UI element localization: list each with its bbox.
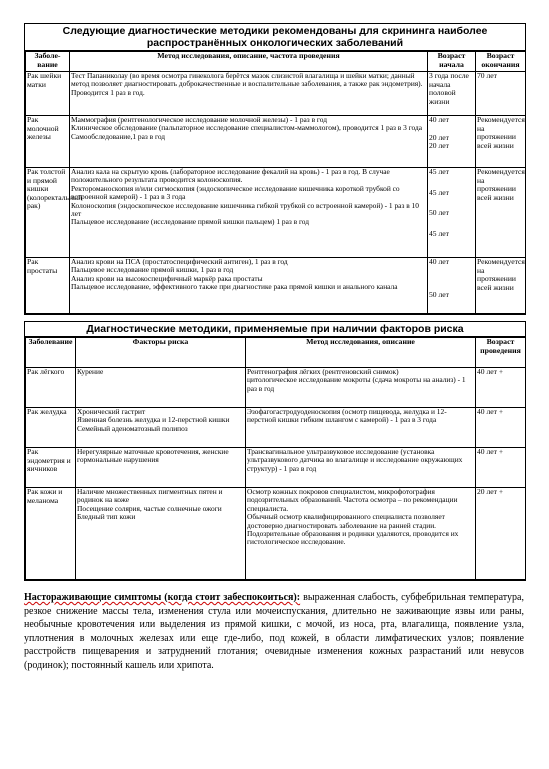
- age-cell: 40 лет +: [476, 448, 526, 488]
- warning-symptoms-lead: Настораживающие симптомы (когда стоит забеспокоиться):: [24, 592, 301, 603]
- age-cell: 40 лет +: [476, 408, 526, 448]
- end-cell: Рекомендуется на протяжении всей жизни: [476, 116, 526, 168]
- start-age: 45 лет: [429, 228, 449, 238]
- header-disease: Заболе-вание: [26, 52, 70, 72]
- end-cell: 70 лет: [476, 72, 526, 116]
- header-method: Метод исследования, описание, частота проведения: [70, 52, 428, 72]
- factors-cell: [76, 448, 246, 488]
- start-age: 20 лет: [429, 132, 449, 142]
- header-end-age: Возраст окончания: [476, 52, 526, 72]
- method-text: Анализ кала на скрытую кровь (лабораторное исследование фекалий на кровь) - 1 раз в год. В случае положительного результата проводится колоноскопия.: [71, 167, 390, 185]
- method-cell: [70, 72, 428, 116]
- factor-text: Семейный аденоматозный полипоз: [77, 423, 188, 433]
- method-cell: [246, 408, 476, 448]
- start-cell: [428, 258, 476, 314]
- risk-factors-table-grid: [25, 337, 526, 580]
- header-risk-factors: Факторы риска: [76, 338, 246, 368]
- table-row: [26, 258, 526, 314]
- method-text: Эзофагогастродуоденоскопия (осмотр пищевода, желудка и 12-перстной кишки гибким шлангом с камерой) - 1 раз в 3 года: [247, 407, 447, 425]
- table-row: [26, 116, 526, 168]
- method-text: Трансвагинальное ультразвуковое исследование (установка ультразвукового датчика во влагалище и исследование окружающих структур) - 1 раз в год: [247, 447, 463, 473]
- warning-symptoms-body: выраженная слабость, субфебрильная температура, резкое снижение массы тела, изменения стула или мочеиспускания, длительно не заживающие язвы или раны, необычные кровотечения или выделения из прямой кишки, с мочой, из носа, рта, влагалища, появление узла, уплотнения в молочных железах или еще где-либо, под кожей, в области лимфатических узлов; появление расстройств пищеварения и затруднений глотания; очевидные изменения кожных разрастаний или невусов (родинок); постоянный кашель или хрипота.: [24, 592, 524, 671]
- factor-text: Курение: [77, 367, 104, 376]
- factors-cell: [76, 368, 246, 408]
- table-row: [26, 368, 526, 408]
- start-age: 50 лет: [429, 289, 449, 299]
- method-text: Тест Папаниколау (во время осмотра гинеколога берётся мазок слизистой влагалища и шейки матки; данный метод позволяет диагностировать доброкачественные и воспалительные заболевания, а также рак эндометрия). Проводится 1 раз в год.: [71, 71, 423, 97]
- method-text: цитологическое исследование мокроты (сдача мокроты на анализ) - 1 раз в год: [247, 375, 466, 393]
- factors-cell: [76, 408, 246, 448]
- header-disease: Заболевание: [26, 338, 76, 368]
- start-age: 40 лет: [429, 115, 449, 124]
- method-text: Клиническое обследование (пальпаторное исследование специалистом-маммологом), проводится 1 раз в 3 года: [71, 123, 423, 133]
- disease-cell: Рак кожи и меланома: [26, 488, 76, 580]
- method-text: Маммография (рентгенологическое исследование молочной железы) - 1 раз в год: [71, 115, 328, 124]
- end-cell: Рекомендуется на протяжении всей жизни: [476, 168, 526, 258]
- method-cell: [70, 258, 428, 314]
- start-age: 3 года после начала половой жизни: [429, 71, 469, 106]
- header-start-age: Возраст начала: [428, 52, 476, 72]
- disease-cell: Рак молочной железы: [26, 116, 70, 168]
- disease-cell: Рак простаты: [26, 258, 70, 314]
- end-cell: Рекомендуется на протяжении всей жизни: [476, 258, 526, 314]
- method-text: Самообследование,1 раз в год: [71, 131, 166, 141]
- start-age: 40 лет: [429, 257, 449, 266]
- method-text: Обычный осмотр квалифицированного специалиста позволяет достоверно диагностировать заболевание на ранней стадии. Подозрительные образования и родинки удаляются, проводится их гистологическое исследование.: [247, 512, 459, 547]
- risk-factors-table: [24, 321, 526, 581]
- risk-factors-table-title: Диагностические методики, применяемые при наличии факторов риска: [25, 322, 525, 337]
- method-text: Пальцевое исследование (исследование прямой кишки пальцем) 1 раз в год: [71, 217, 310, 227]
- method-text: Рентгенография лёгких (рентгеновский снимок): [247, 367, 399, 376]
- start-cell: [428, 116, 476, 168]
- table-row: [26, 168, 526, 258]
- table-row: [26, 448, 526, 488]
- factors-cell: [76, 488, 246, 580]
- factor-text: Наличие множественных пигментных пятен и родинок на коже: [77, 487, 223, 505]
- age-cell: 40 лет +: [476, 368, 526, 408]
- disease-cell: Рак эндометрия и яичников: [26, 448, 76, 488]
- header-method: Метод исследования, описание: [246, 338, 476, 368]
- disease-cell: Рак лёгкого: [26, 368, 76, 408]
- warning-symptoms-paragraph: [24, 591, 524, 673]
- factor-text: Посещение солярия, частые солнечные ожоги: [77, 503, 222, 513]
- method-cell: [70, 116, 428, 168]
- age-cell: 20 лет +: [476, 488, 526, 580]
- factor-text: Нерегулярные маточные кровотечения, женские гормональные нарушения: [77, 447, 229, 465]
- method-cell: [246, 488, 476, 580]
- factor-text: Бледный тип кожи: [77, 512, 136, 522]
- start-cell: [428, 72, 476, 116]
- start-age: 20 лет: [429, 141, 449, 151]
- disease-cell: Рак желудка: [26, 408, 76, 448]
- disease-cell: Рак шейки матки: [26, 72, 70, 116]
- method-text: Анализ крови на ПСА (простатоспецифический антиген), 1 раз в год: [71, 257, 288, 266]
- screening-table: [24, 23, 526, 315]
- table-row: [26, 72, 526, 116]
- factor-text: Язвенная болезнь желудка и 12-перстной кишки: [77, 415, 230, 425]
- start-age: 50 лет: [429, 208, 449, 218]
- method-text: Пальцевое исследование, эффективного также при диагностике рака прямой кишки и анального канала: [71, 282, 398, 292]
- method-text: Осмотр кожных покровов специалистом, микрофотография подозрительных образований. Частота осмотра – по рекомендации специалиста.: [247, 487, 458, 513]
- method-cell: [246, 448, 476, 488]
- header-age: Возраст проведения: [476, 338, 526, 368]
- disease-cell: Рак толстой и прямой кишки (колоректальный рак): [26, 168, 70, 258]
- screening-table-grid: [25, 51, 526, 314]
- method-text: Пальцевое исследование прямой кишки, 1 раз в год: [71, 265, 234, 275]
- screening-table-title: Следующие диагностические методики рекомендованы для скрининга наиболее распространённых онкологических заболеваний: [25, 24, 525, 51]
- method-text: Ректороманоскопия и/или сигмоскопия (эндоскопическое исследование кишечника короткой трубкой со встроенной камерой) - 1 раз в 3 года: [71, 183, 400, 202]
- factor-text: Хронический гастрит: [77, 407, 146, 416]
- method-cell: [70, 168, 428, 258]
- method-cell: [246, 368, 476, 408]
- method-text: Колоноскопия (эндоскопическое исследование кишечника гибкой трубкой со встроенной камерой) - 1 раз в 10 лет: [71, 200, 419, 219]
- table-row: [26, 408, 526, 448]
- method-text: Анализ крови на высокоспецифичный маркёр рака простаты: [71, 273, 263, 283]
- start-cell: [428, 168, 476, 258]
- start-age: 45 лет: [429, 187, 449, 197]
- start-age: 45 лет: [429, 167, 449, 176]
- table-row: [26, 488, 526, 580]
